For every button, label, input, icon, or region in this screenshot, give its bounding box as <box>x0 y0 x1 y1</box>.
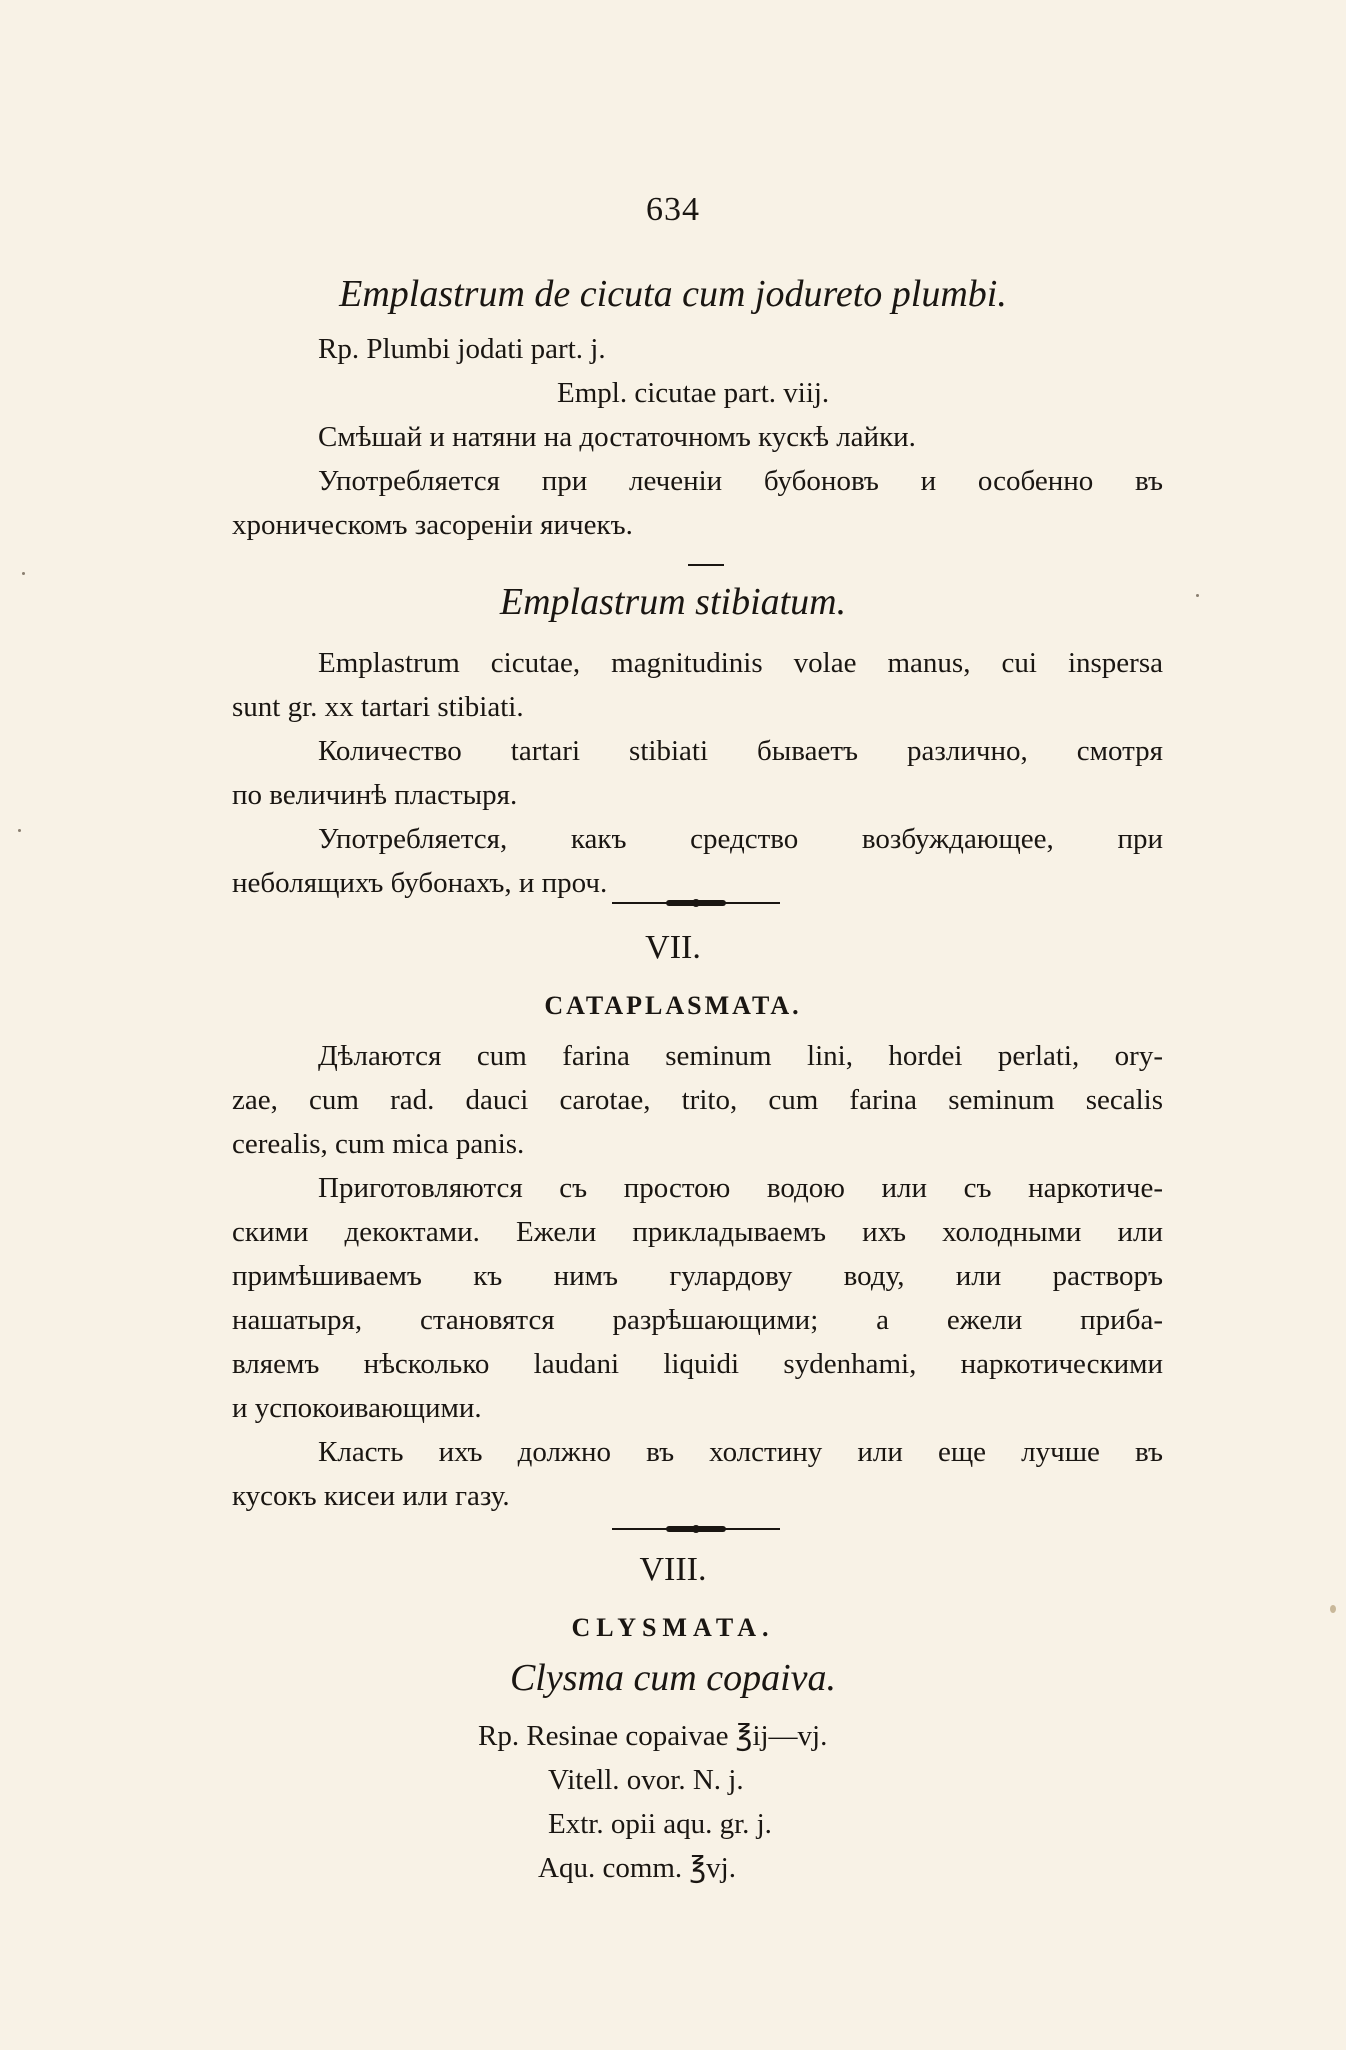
text-line: нашатыря, становятся разрѣшающими; а ежели приба- <box>232 1304 1163 1336</box>
chapter-number: VII. <box>645 929 701 966</box>
text-line: Смѣшай и натяни на достаточномъ кускѣ лайки. <box>318 421 916 453</box>
recipe-title: Clysma cum copaiva. <box>509 1657 837 1699</box>
text-line: скими декоктами. Ежели прикладываемъ ихъ холодными или <box>232 1216 1163 1248</box>
text-line: хроническомъ засореніи яичекъ. <box>232 509 633 541</box>
text-line: Приготовляются съ простою водою или съ наркотиче- <box>318 1172 1163 1204</box>
recipe-line: Empl. cicutae part. viij. <box>557 377 830 409</box>
recipe-line: Rp. Resinae copaivae ℥ij—vj. <box>478 1720 828 1752</box>
ornamental-divider <box>612 1524 780 1534</box>
text-line: примѣшиваемъ къ нимъ гулардову воду, или растворъ <box>232 1260 1163 1292</box>
page-number: 634 <box>646 191 700 228</box>
text-line: по величинѣ пластыря. <box>232 779 518 811</box>
chapter-number: VIII. <box>639 1551 707 1588</box>
recipe-line: Rp. Plumbi jodati part. j. <box>318 333 606 365</box>
paper-speck <box>1330 1605 1336 1613</box>
paper-speck <box>18 829 21 832</box>
text-line: Количество tartari stibiati бываетъ различно, смотря <box>318 735 1163 767</box>
text-line: вляемъ нѣсколько laudani liquidi sydenhami, наркотическими <box>232 1348 1163 1380</box>
recipe-line: Extr. opii aqu. gr. j. <box>548 1808 772 1840</box>
text-line: sunt gr. xx tartari stibiati. <box>232 691 524 723</box>
text-line: неболящихъ бубонахъ, и проч. <box>232 867 608 899</box>
chapter-title: CLYSMATA. <box>571 1613 775 1642</box>
text-line: Класть ихъ должно въ холстину или еще лучше въ <box>318 1436 1163 1468</box>
text-line: Употребляется при леченіи бубоновъ и особенно въ <box>318 465 1163 497</box>
text-line: и успокоивающими. <box>232 1392 482 1424</box>
recipe-line: Aqu. comm. ℥vj. <box>538 1852 736 1884</box>
text-line: zae, cum rad. dauci carotae, trito, cum farina seminum secalis <box>232 1084 1163 1116</box>
recipe-line: Vitell. ovor. N. j. <box>548 1764 744 1796</box>
text-line: cerealis, cum mica panis. <box>232 1128 525 1160</box>
paper-speck <box>22 572 25 575</box>
text-line: Употребляется, какъ средство возбуждающее, при <box>318 823 1163 855</box>
section-divider <box>688 564 724 566</box>
text-line: Emplastrum cicutae, magnitudinis volae manus, cui inspersa <box>318 647 1163 679</box>
text-line: Дѣлаются cum farina seminum lini, hordei perlati, ory- <box>318 1040 1163 1072</box>
ornamental-divider <box>612 898 780 908</box>
chapter-title: CATAPLASMATA. <box>544 991 802 1020</box>
section-title-emplastrum-stibiatum: Emplastrum stibiatum. <box>499 581 847 623</box>
paper-speck <box>1196 594 1199 597</box>
text-line: кусокъ кисеи или газу. <box>232 1480 510 1512</box>
section-title-emplastrum-cicuta: Emplastrum de cicuta cum jodureto plumbi. <box>339 273 1007 315</box>
